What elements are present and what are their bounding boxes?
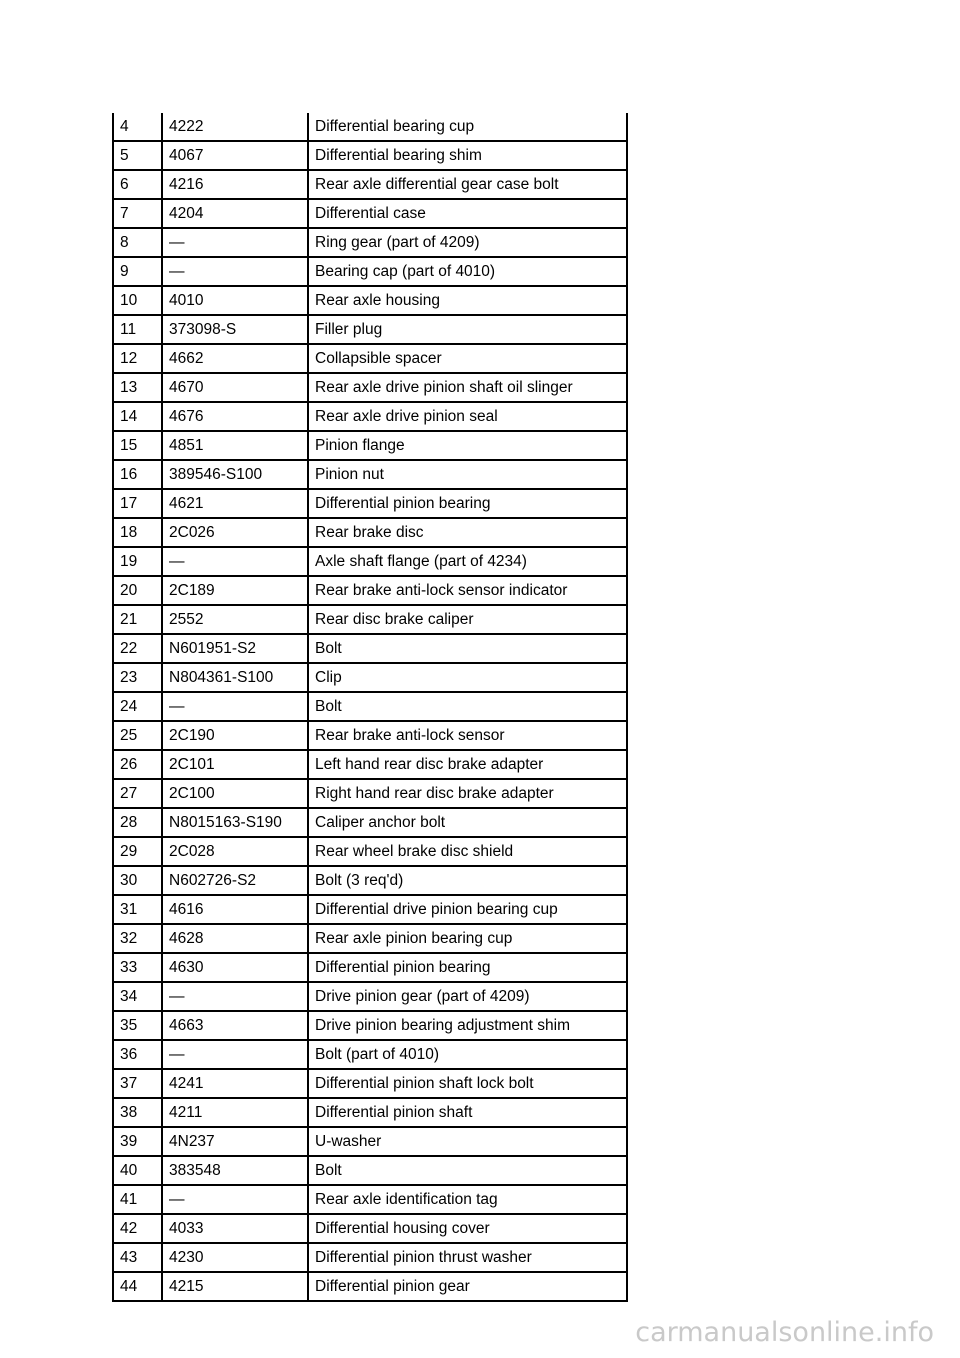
part-number-cell: 4628: [162, 924, 308, 953]
table-row: [113, 837, 627, 866]
table-row: [113, 431, 627, 460]
item-number-cell: 30: [113, 866, 162, 895]
part-number-cell: 373098-S: [162, 315, 308, 344]
item-number-cell: 23: [113, 663, 162, 692]
description-cell: Rear wheel brake disc shield: [308, 837, 627, 866]
table-row: [113, 982, 627, 1011]
description-cell: Bearing cap (part of 4010): [308, 257, 627, 286]
part-number-cell: 2552: [162, 605, 308, 634]
description-cell: Differential pinion bearing: [308, 489, 627, 518]
part-number-cell: —: [162, 692, 308, 721]
table-row: [113, 692, 627, 721]
part-number-cell: 2C101: [162, 750, 308, 779]
item-number-cell: 8: [113, 228, 162, 257]
item-number-cell: 20: [113, 576, 162, 605]
description-cell: Bolt (part of 4010): [308, 1040, 627, 1069]
description-cell: Differential pinion shaft lock bolt: [308, 1069, 627, 1098]
table-row: [113, 576, 627, 605]
part-number-cell: —: [162, 1185, 308, 1214]
item-number-cell: 6: [113, 170, 162, 199]
table-row: [113, 1040, 627, 1069]
description-cell: Differential drive pinion bearing cup: [308, 895, 627, 924]
table-row: [113, 605, 627, 634]
item-number-cell: 17: [113, 489, 162, 518]
description-cell: Bolt: [308, 634, 627, 663]
part-number-cell: 2C026: [162, 518, 308, 547]
part-number-cell: —: [162, 257, 308, 286]
item-number-cell: 9: [113, 257, 162, 286]
description-cell: Rear brake anti-lock sensor: [308, 721, 627, 750]
part-number-cell: 4851: [162, 431, 308, 460]
part-number-cell: 2C100: [162, 779, 308, 808]
table-row: [113, 1156, 627, 1185]
part-number-cell: 4670: [162, 373, 308, 402]
item-number-cell: 29: [113, 837, 162, 866]
item-number-cell: 28: [113, 808, 162, 837]
table-row: [113, 141, 627, 170]
table-row: [113, 113, 627, 141]
description-cell: Differential housing cover: [308, 1214, 627, 1243]
part-number-cell: 4676: [162, 402, 308, 431]
table-row: [113, 663, 627, 692]
table-row: [113, 1011, 627, 1040]
part-number-cell: N8015163-S190: [162, 808, 308, 837]
item-number-cell: 42: [113, 1214, 162, 1243]
watermark: carmanualsonline.info: [635, 1317, 934, 1348]
item-number-cell: 16: [113, 460, 162, 489]
item-number-cell: 4: [113, 113, 162, 141]
table-row: [113, 547, 627, 576]
item-number-cell: 31: [113, 895, 162, 924]
table-row: [113, 924, 627, 953]
description-cell: Rear axle housing: [308, 286, 627, 315]
item-number-cell: 5: [113, 141, 162, 170]
description-cell: Collapsible spacer: [308, 344, 627, 373]
description-cell: Rear axle drive pinion seal: [308, 402, 627, 431]
table-row: [113, 779, 627, 808]
part-number-cell: 4204: [162, 199, 308, 228]
item-number-cell: 13: [113, 373, 162, 402]
part-number-cell: 4222: [162, 113, 308, 141]
parts-table: [112, 113, 628, 1302]
description-cell: Bolt: [308, 692, 627, 721]
table-row: [113, 460, 627, 489]
item-number-cell: 33: [113, 953, 162, 982]
description-cell: Clip: [308, 663, 627, 692]
part-number-cell: N602726-S2: [162, 866, 308, 895]
table-row: [113, 1127, 627, 1156]
description-cell: Bolt: [308, 1156, 627, 1185]
item-number-cell: 10: [113, 286, 162, 315]
table-row: [113, 1185, 627, 1214]
part-number-cell: 4N237: [162, 1127, 308, 1156]
item-number-cell: 15: [113, 431, 162, 460]
part-number-cell: 2C190: [162, 721, 308, 750]
item-number-cell: 12: [113, 344, 162, 373]
part-number-cell: 2C028: [162, 837, 308, 866]
part-number-cell: 4230: [162, 1243, 308, 1272]
part-number-cell: 4621: [162, 489, 308, 518]
item-number-cell: 37: [113, 1069, 162, 1098]
table-row: [113, 721, 627, 750]
part-number-cell: 4067: [162, 141, 308, 170]
table-row: [113, 518, 627, 547]
part-number-cell: 4662: [162, 344, 308, 373]
item-number-cell: 25: [113, 721, 162, 750]
item-number-cell: 22: [113, 634, 162, 663]
description-cell: U-washer: [308, 1127, 627, 1156]
item-number-cell: 43: [113, 1243, 162, 1272]
part-number-cell: 4663: [162, 1011, 308, 1040]
part-number-cell: 4211: [162, 1098, 308, 1127]
description-cell: Rear brake anti-lock sensor indicator: [308, 576, 627, 605]
table-row: [113, 866, 627, 895]
description-cell: Ring gear (part of 4209): [308, 228, 627, 257]
table-row: [113, 1243, 627, 1272]
item-number-cell: 14: [113, 402, 162, 431]
item-number-cell: 38: [113, 1098, 162, 1127]
table-row: [113, 1272, 627, 1301]
part-number-cell: N804361-S100: [162, 663, 308, 692]
description-cell: Differential pinion shaft: [308, 1098, 627, 1127]
table-row: [113, 1069, 627, 1098]
description-cell: Rear axle differential gear case bolt: [308, 170, 627, 199]
description-cell: Drive pinion gear (part of 4209): [308, 982, 627, 1011]
part-number-cell: 383548: [162, 1156, 308, 1185]
part-number-cell: 4241: [162, 1069, 308, 1098]
table-row: [113, 315, 627, 344]
part-number-cell: 2C189: [162, 576, 308, 605]
description-cell: Differential pinion thrust washer: [308, 1243, 627, 1272]
table-row: [113, 634, 627, 663]
table-row: [113, 286, 627, 315]
item-number-cell: 41: [113, 1185, 162, 1214]
item-number-cell: 39: [113, 1127, 162, 1156]
item-number-cell: 44: [113, 1272, 162, 1301]
description-cell: Caliper anchor bolt: [308, 808, 627, 837]
table-row: [113, 373, 627, 402]
item-number-cell: 24: [113, 692, 162, 721]
description-cell: Pinion flange: [308, 431, 627, 460]
item-number-cell: 21: [113, 605, 162, 634]
description-cell: Rear disc brake caliper: [308, 605, 627, 634]
description-cell: Rear axle pinion bearing cup: [308, 924, 627, 953]
description-cell: Left hand rear disc brake adapter: [308, 750, 627, 779]
part-number-cell: —: [162, 228, 308, 257]
part-number-cell: —: [162, 547, 308, 576]
description-cell: Right hand rear disc brake adapter: [308, 779, 627, 808]
table-row: [113, 402, 627, 431]
item-number-cell: 34: [113, 982, 162, 1011]
description-cell: Differential case: [308, 199, 627, 228]
description-cell: Rear axle identification tag: [308, 1185, 627, 1214]
description-cell: Drive pinion bearing adjustment shim: [308, 1011, 627, 1040]
table-row: [113, 257, 627, 286]
table-row: [113, 750, 627, 779]
item-number-cell: 40: [113, 1156, 162, 1185]
table-row: [113, 489, 627, 518]
table-row: [113, 895, 627, 924]
part-number-cell: 4216: [162, 170, 308, 199]
table-row: [113, 953, 627, 982]
item-number-cell: 35: [113, 1011, 162, 1040]
table-row: [113, 228, 627, 257]
part-number-cell: 4010: [162, 286, 308, 315]
table-row: [113, 808, 627, 837]
table-row: [113, 344, 627, 373]
item-number-cell: 26: [113, 750, 162, 779]
item-number-cell: 19: [113, 547, 162, 576]
description-cell: Pinion nut: [308, 460, 627, 489]
description-cell: Differential bearing cup: [308, 113, 627, 141]
table-row: [113, 170, 627, 199]
item-number-cell: 27: [113, 779, 162, 808]
table-row: [113, 199, 627, 228]
part-number-cell: 4033: [162, 1214, 308, 1243]
item-number-cell: 18: [113, 518, 162, 547]
item-number-cell: 7: [113, 199, 162, 228]
description-cell: Bolt (3 req'd): [308, 866, 627, 895]
part-number-cell: 4630: [162, 953, 308, 982]
item-number-cell: 11: [113, 315, 162, 344]
part-number-cell: 389546-S100: [162, 460, 308, 489]
parts-table-body: [113, 113, 627, 1301]
description-cell: Rear brake disc: [308, 518, 627, 547]
description-cell: Filler plug: [308, 315, 627, 344]
description-cell: Differential pinion bearing: [308, 953, 627, 982]
item-number-cell: 32: [113, 924, 162, 953]
part-number-cell: N601951-S2: [162, 634, 308, 663]
part-number-cell: —: [162, 1040, 308, 1069]
table-row: [113, 1098, 627, 1127]
part-number-cell: —: [162, 982, 308, 1011]
description-cell: Differential pinion gear: [308, 1272, 627, 1301]
item-number-cell: 36: [113, 1040, 162, 1069]
description-cell: Rear axle drive pinion shaft oil slinger: [308, 373, 627, 402]
description-cell: Axle shaft flange (part of 4234): [308, 547, 627, 576]
table-row: [113, 1214, 627, 1243]
description-cell: Differential bearing shim: [308, 141, 627, 170]
part-number-cell: 4616: [162, 895, 308, 924]
part-number-cell: 4215: [162, 1272, 308, 1301]
